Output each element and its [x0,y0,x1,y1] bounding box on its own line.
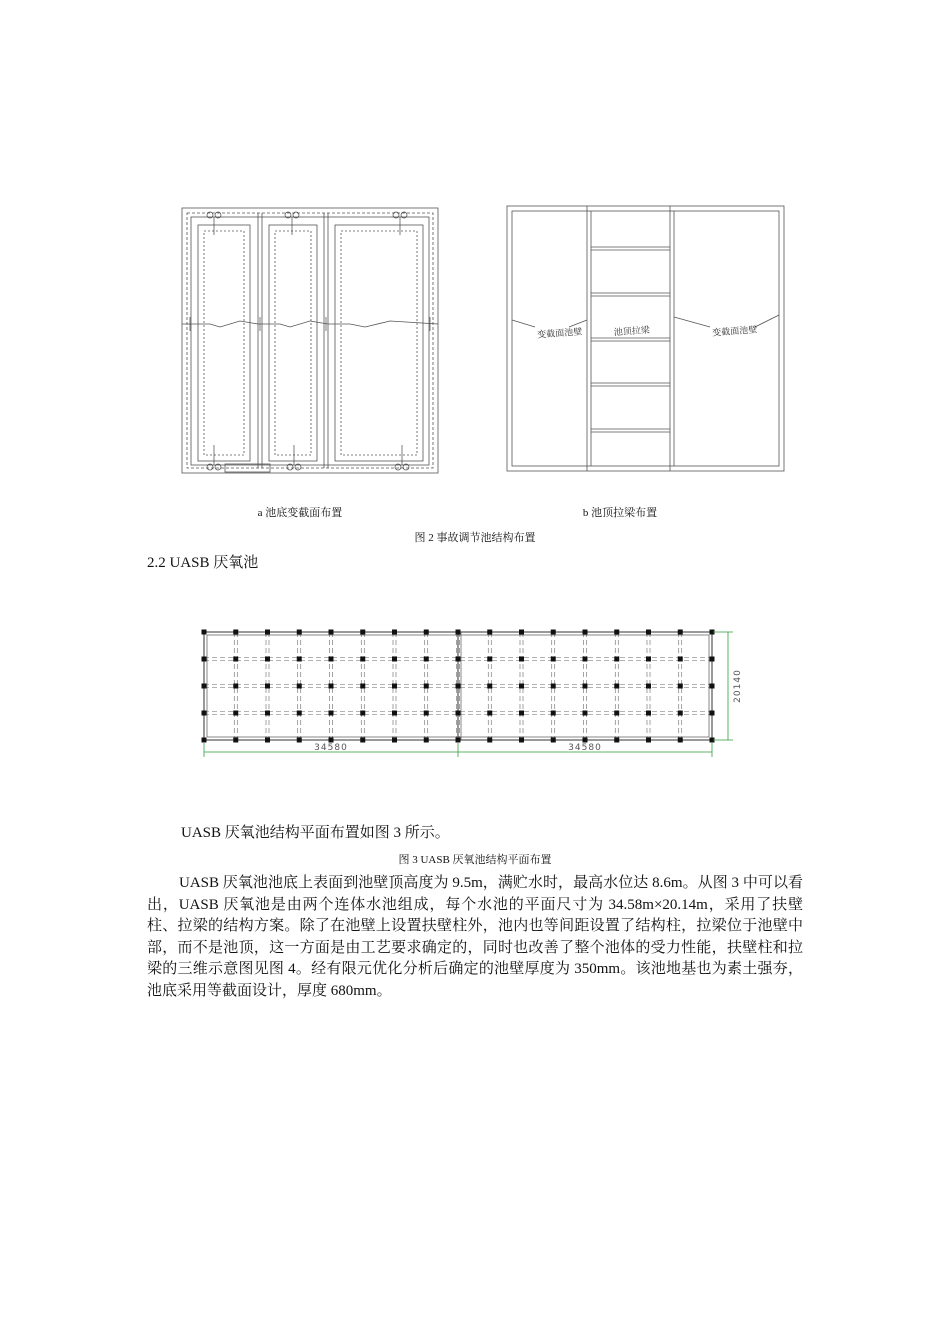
structural-column [202,684,207,689]
figure-2a-caption: a 池底变截面布置 [257,507,343,519]
leader-line [755,315,779,327]
chamber-2-outline [269,225,317,461]
chamber-3-outline [335,225,423,461]
leader-line [569,320,587,327]
structural-column [456,711,461,716]
structural-column [519,738,524,743]
structural-column [646,738,651,743]
structural-column [265,684,270,689]
figure-3-caption: 图 3 UASB 厌氧池结构平面布置 [398,854,552,866]
dimension-right: 34580 [568,743,602,753]
structural-column [456,630,461,635]
structural-column [614,738,619,743]
structural-column [297,684,302,689]
structural-column [614,630,619,635]
structural-column [583,711,588,716]
structural-column [614,711,619,716]
structural-column [519,657,524,662]
structural-column [551,630,556,635]
structural-column [233,630,238,635]
outer-wall-inner-face [191,217,429,465]
structural-column [519,684,524,689]
structural-column [329,684,334,689]
structural-column [265,738,270,743]
structural-column [710,657,715,662]
outer-wall-outer-line [182,208,438,473]
chamber-1-outline [198,225,250,461]
structural-column [202,738,207,743]
structural-column [297,711,302,716]
structural-column [614,657,619,662]
structural-column [265,711,270,716]
structural-column [392,684,397,689]
structural-column [392,711,397,716]
leader-line [512,320,535,327]
dimension-lines [204,632,733,757]
structural-column [233,684,238,689]
structural-column [678,630,683,635]
label-top-tie-beam: 池顶拉梁 [613,325,651,339]
structural-column [424,684,429,689]
structural-column [551,711,556,716]
structural-column [551,684,556,689]
figure-2b-drawing [505,205,785,473]
structural-column [329,711,334,716]
dimension-left: 34580 [314,743,348,753]
figure-2a-drawing [180,205,440,480]
structural-column [551,738,556,743]
structural-column [646,657,651,662]
structural-column [297,738,302,743]
structural-column [487,711,492,716]
leader-line [674,317,710,327]
structural-column [233,738,238,743]
structural-column [360,738,365,743]
structural-column [487,630,492,635]
structural-column [583,684,588,689]
figure-3-drawing [195,625,755,760]
body-paragraph-text: UASB 厌氧池池底上表面到池壁顶高度为 9.5m，满贮水时，最高水位达 8.6m。从图 3 中可以看出，UASB 厌氧池是由两个连体水池组成，每个水池的平面尺寸为 34.58m×20.14m，采用了扶壁柱、拉梁的结构方案。除了在池壁上设置扶壁柱外，池内也等间距设置了结构柱，拉梁位于池壁中部，而不是池顶，这一方面是由工艺要求确定的，同时也改善了整个池体的受力性能，扶壁柱和拉梁的三维示意图见图 4。经有限元优化分析后确定的池壁厚度为 350mm。该池地基也为素土强夯，池底采用等截面设计，厚度 680mm。 [147,875,803,999]
structural-column [360,657,365,662]
structural-column [424,630,429,635]
structural-column [424,711,429,716]
label-variable-wall-right: 变截面池壁 [712,325,758,339]
structural-column [487,684,492,689]
structural-column [265,630,270,635]
section-line [182,321,438,327]
structural-column [360,711,365,716]
structural-column [456,657,461,662]
structural-column [456,738,461,743]
structural-column [233,711,238,716]
structural-column [614,684,619,689]
structural-column [329,630,334,635]
structural-column [710,711,715,716]
structural-column [265,657,270,662]
structural-column [392,657,397,662]
structural-column [678,684,683,689]
structural-column [583,657,588,662]
structural-column [646,630,651,635]
structural-column [710,684,715,689]
structural-column [233,657,238,662]
figure-2-caption: 图 2 事故调节池结构布置 [414,532,536,544]
structural-column [424,657,429,662]
structural-column [297,630,302,635]
structural-column [583,738,588,743]
intro-text: UASB 厌氧池结构平面布置如图 3 所示。 [181,825,450,841]
structural-column [202,711,207,716]
structural-column [392,738,397,743]
structural-column [487,738,492,743]
structural-column [678,738,683,743]
section-heading: 2.2 UASB 厌氧池 [147,555,259,571]
structural-column [329,657,334,662]
figure-2b-caption: b 池顶拉梁布置 [582,507,658,519]
label-variable-wall-left: 变截面池壁 [537,327,583,341]
structural-column [583,630,588,635]
dimension-height: 20140 [733,669,743,703]
structural-column [329,738,334,743]
structural-column [360,684,365,689]
structural-column [202,657,207,662]
structural-column [297,657,302,662]
structural-column [551,657,556,662]
structural-column [424,738,429,743]
structural-column [519,711,524,716]
structural-column [519,630,524,635]
structural-column [646,711,651,716]
structural-column [646,684,651,689]
body-paragraph [147,873,803,1002]
structural-column [392,630,397,635]
outer-wall-inner-line [187,213,433,468]
structural-column [202,630,207,635]
structural-column [360,630,365,635]
structural-column [456,684,461,689]
structural-column [487,657,492,662]
structural-column [678,657,683,662]
structural-column [678,711,683,716]
